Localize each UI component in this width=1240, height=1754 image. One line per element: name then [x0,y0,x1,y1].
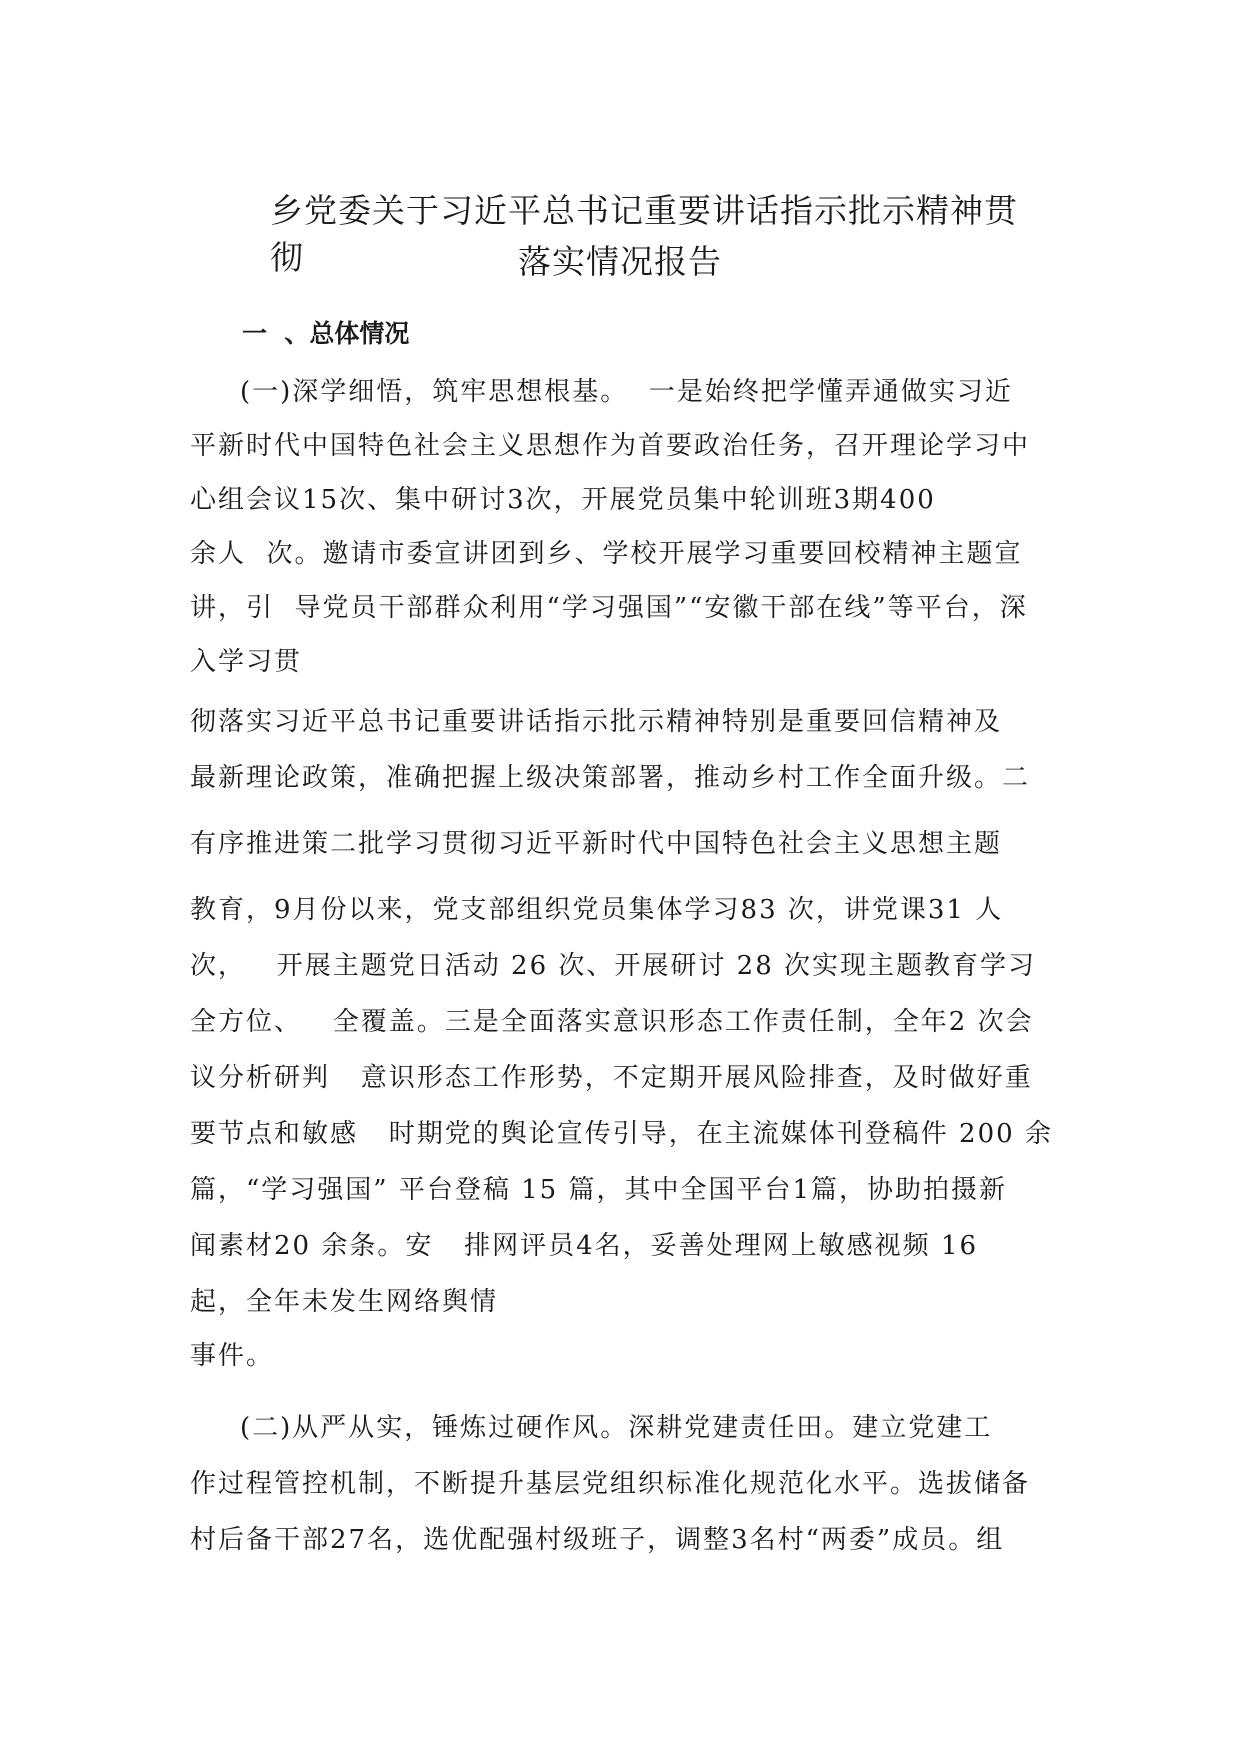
paragraph-line: 篇，“学习强国” 平台登稿 15 篇，其中全国平台1篇，协助拍摄新 [190,1175,1008,1205]
paragraph-line: 事件。 [190,1341,275,1371]
paragraph-line: 讲，引 导党员干部群众利用“学习强国”“安徽干部在线”等平台，深 [190,593,1028,623]
paragraph-line: (一)深学细悟，筑牢思想根基。 一是始终把学懂弄通做实习近 [240,377,1013,407]
paragraph-line: 余人 次。邀请市委宣讲团到乡、学校开展学习重要回校精神主题宣 [190,539,1023,569]
paragraph-line: 作过程管控机制，不断提升基层党组织标准化规范化水平。选拔储备 [190,1469,1031,1499]
document-title-line2: 落实情况报告 [518,242,722,281]
paragraph-line: 入学习贯 [190,647,303,677]
section-heading: 一 、总体情况 [242,319,410,348]
paragraph-line: 起，全年未发生网络舆情 [190,1287,499,1317]
paragraph-line: 最新理论政策，准确把握上级决策部署，推动乡村工作全面升级。二 [190,763,1031,793]
paragraph-line: 教育，9月份以来，党支部组织党员集体学习83 次，讲党课31 人 [190,895,1004,925]
paragraph-line: 有序推进策二批学习贯彻习近平新时代中国特色社会主义思想主题 [190,829,1003,859]
paragraph-line: 平新时代中国特色社会主义思想作为首要政治任务，召开理论学习中 [190,431,1031,461]
paragraph-line: 心组会议15次、集中研讨3次，开展党员集中轮训班3期400 [190,485,936,515]
paragraph-line: 村后备干部27名，选优配强村级班子，调整3名村“两委”成员。组 [190,1525,1005,1555]
paragraph-line: 议分析研判 意识形态工作形势，不定期开展风险排查，及时做好重 [190,1063,1033,1093]
paragraph-line: 要节点和敏感 时期党的舆论宣传引导，在主流媒体刊登稿件 200 余 [190,1119,1053,1149]
paragraph-line: 闻素材20 余条。安 排网评员4名，妥善处理网上敏感视频 16 [190,1231,979,1261]
document-title-line1: 乡党委关于习近平总书记重要讲话指示批示精神贯彻 [270,191,1018,277]
paragraph-line: (二)从严从实，锤炼过硬作风。深耕党建责任田。建立党建工 [240,1413,993,1443]
paragraph-line: 次， 开展主题党日活动 26 次、开展研讨 28 次实现主题教育学习 [190,951,1037,981]
paragraph-line: 全方位、 全覆盖。三是全面落实意识形态工作责任制，全年2 次会 [190,1007,1034,1037]
paragraph-line: 彻落实习近平总书记重要讲话指示批示精神特别是重要回信精神及 [190,707,1003,737]
